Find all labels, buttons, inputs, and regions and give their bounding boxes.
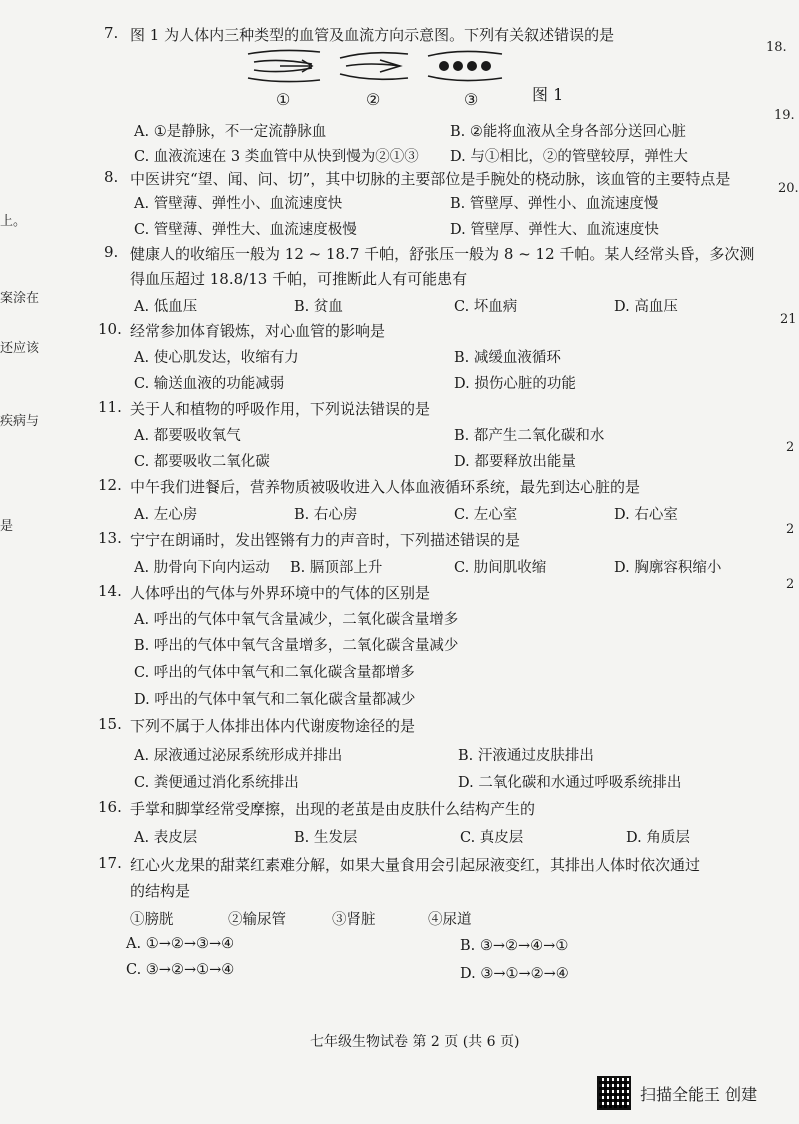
figure-label: ① [276,90,291,109]
question-stem: 健康人的收缩压一般为 12 ~ 18.7 千帕，舒张压一般为 8 ~ 12 千帕。某人经常头昏，多次测 [130,245,755,263]
option-b: B. ③→②→④→① [460,938,569,954]
option-a: A. 左心房 [134,507,198,523]
edge-number: 19. [774,108,795,123]
option-b: B. ②能将血液从全身各部分送回心脏 [450,124,686,140]
question-stem: 中午我们进餐后，营养物质被吸收进入人体血液循环系统，最先到达心脏的是 [130,478,641,496]
edge-number: 2 [786,440,795,455]
option-b: B. 生发层 [294,830,358,846]
option-c: C. 真皮层 [460,830,524,846]
option-b: B. 管壁厚、弹性小、血流速度慢 [450,196,659,212]
edge-number: 2 [786,522,795,537]
option-d: D. 胸廓容积缩小 [614,560,722,576]
option-a: A. 管壁薄、弹性小、血流速度快 [134,196,343,212]
option-c: C. ③→②→①→④ [126,962,235,978]
edge-number: 20. [778,181,799,196]
option-a: A. 尿液通过泌尿系统形成并排出 [134,748,343,764]
option-d: D. 管壁厚、弹性大、血流速度快 [450,222,659,238]
edge-text: 案涂在 [0,291,40,306]
question-number: 17. [98,854,122,872]
option-b: B. 呼出的气体中氧气含量增多，二氧化碳含量减少 [134,638,459,654]
structure-item: ①膀胱 [130,912,174,928]
option-c: C. 输送血液的功能减弱 [134,376,285,392]
question-stem-line2: 得血压超过 18.8/13 千帕，可推断此人有可能患有 [130,270,468,288]
edge-text: 还应该 [0,341,40,356]
figure-label: ② [366,90,381,109]
edge-number: 21 [780,312,797,327]
qr-code-icon [597,1076,631,1110]
edge-text: 上。 [0,214,27,229]
option-a: A. 低血压 [134,299,198,315]
option-a: A. 使心肌发达，收缩有力 [134,350,299,366]
scanner-watermark: 扫描全能王 创建 [640,1085,758,1104]
option-d: D. 右心室 [614,507,678,523]
option-d: D. 损伤心脏的功能 [454,376,576,392]
option-b: B. 减缓血液循环 [454,350,561,366]
question-number: 8. [104,168,119,186]
option-c: C. 血液流速在 3 类血管中从快到慢为②①③ [134,149,419,165]
option-a: A. ①是静脉，不一定流静脉血 [134,124,327,140]
figure-caption: 图 1 [532,85,564,104]
question-number: 12. [98,476,122,494]
question-number: 9. [104,243,119,261]
question-number: 7. [104,24,119,42]
question-stem-line2: 的结构是 [130,882,191,900]
option-c: C. 粪便通过消化系统排出 [134,775,299,791]
blood-vessel-figure [240,46,510,86]
option-c: C. 左心室 [454,507,518,523]
option-c: C. 坏血病 [454,299,518,315]
option-c: C. 肋间肌收缩 [454,560,547,576]
option-b: B. 贫血 [294,299,343,315]
option-d: D. 与①相比，②的管壁较厚，弹性大 [450,149,688,165]
option-a: A. 肋骨向下向内运动 [134,560,270,576]
option-d: D. 高血压 [614,299,678,315]
question-stem: 关于人和植物的呼吸作用，下列说法错误的是 [130,400,431,418]
option-c: C. 呼出的气体中氧气和二氧化碳含量都增多 [134,665,415,681]
option-d: D. 都要释放出能量 [454,454,576,470]
option-a: A. 呼出的气体中氧气含量减少，二氧化碳含量增多 [134,612,459,628]
option-b: B. 都产生二氧化碳和水 [454,428,605,444]
option-d: D. 二氧化碳和水通过呼吸系统排出 [458,775,682,791]
question-number: 15. [98,715,122,733]
edge-number: 2 [786,577,795,592]
edge-number: 18. [766,40,787,55]
question-stem: 手掌和脚掌经常受摩擦，出现的老茧是由皮肤什么结构产生的 [130,800,536,818]
question-stem: 宁宁在朗诵时，发出铿锵有力的声音时，下列描述错误的是 [130,531,521,549]
question-stem: 中医讲究“望、闻、问、切”，其中切脉的主要部位是手腕处的桡动脉，该血管的主要特点是 [130,170,731,188]
edge-text: 疾病与 [0,414,40,429]
page-footer: 七年级生物试卷 第 2 页 (共 6 页) [310,1034,520,1050]
option-b: B. 汗液通过皮肤排出 [458,748,594,764]
question-stem: 人体呼出的气体与外界环境中的气体的区别是 [130,584,431,602]
option-d: D. 呼出的气体中氧气和二氧化碳含量都减少 [134,692,416,708]
figure-label: ③ [464,90,479,109]
option-a: A. 表皮层 [134,830,198,846]
option-d: D. 角质层 [626,830,690,846]
option-a: A. 都要吸收氧气 [134,428,241,444]
question-stem: 图 1 为人体内三种类型的血管及血流方向示意图。下列有关叙述错误的是 [130,26,615,44]
structure-item: ②输尿管 [228,912,286,928]
question-stem: 红心火龙果的甜菜红素难分解，如果大量食用会引起尿液变红，其排出人体时依次通过 [130,856,701,874]
option-a: A. ①→②→③→④ [126,936,235,952]
edge-text: 是 [0,519,14,534]
question-number: 13. [98,529,122,547]
question-stem: 经常参加体育锻炼，对心血管的影响是 [130,322,386,340]
question-number: 14. [98,582,122,600]
question-number: 16. [98,798,122,816]
question-stem: 下列不属于人体排出体内代谢废物途径的是 [130,717,416,735]
option-c: C. 管壁薄、弹性大、血流速度极慢 [134,222,357,238]
option-d: D. ③→①→②→④ [460,966,569,982]
structure-item: ④尿道 [428,912,472,928]
option-b: B. 膈顶部上升 [290,560,383,576]
option-b: B. 右心房 [294,507,358,523]
structure-item: ③肾脏 [332,912,376,928]
question-number: 11. [98,398,122,416]
question-number: 10. [98,320,122,338]
option-c: C. 都要吸收二氧化碳 [134,454,270,470]
